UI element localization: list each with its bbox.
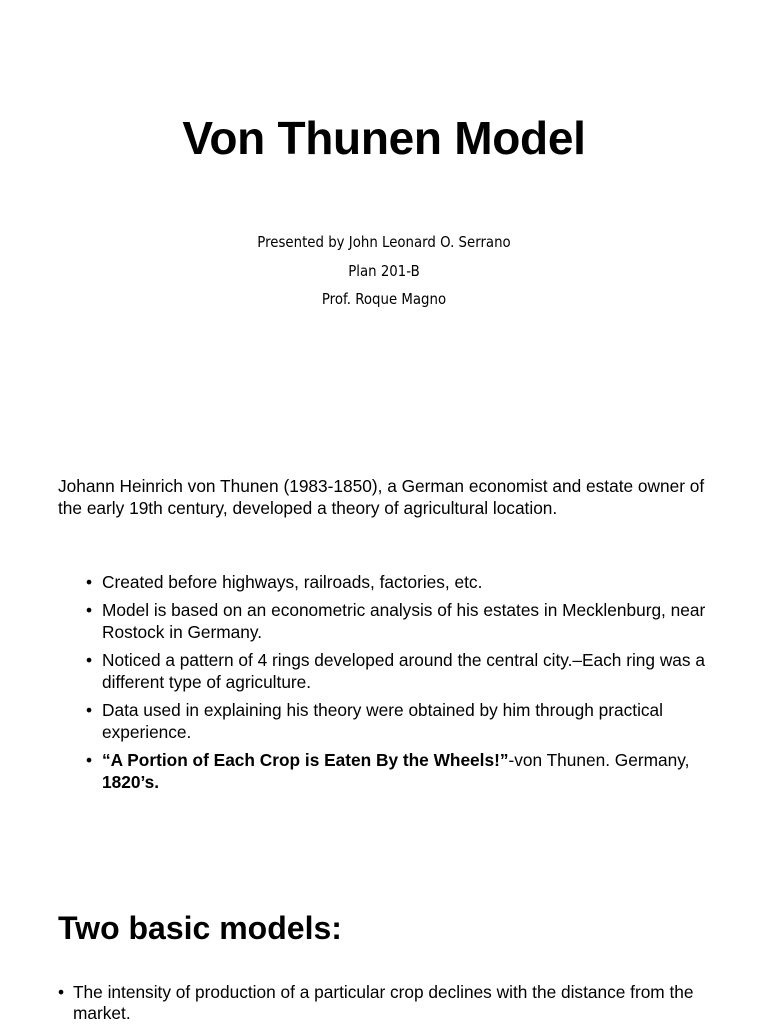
list-item-text: Data used in explaining his theory were obtained by him through practical experience. bbox=[102, 700, 664, 742]
quote-attribution: -von Thunen. Germany, bbox=[508, 750, 690, 770]
intro-paragraph: Johann Heinrich von Thunen (1983-1850), a German economist and estate owner of the early 19th century, developed a theory of agricultural location. bbox=[58, 476, 705, 518]
bullet-icon: • bbox=[86, 572, 93, 592]
quote-date: 1820’s bbox=[102, 772, 155, 792]
bullet-icon: • bbox=[86, 600, 93, 620]
fact-list bbox=[86, 571, 706, 793]
bullet-icon: • bbox=[86, 750, 93, 770]
document-title: Von Thunen Model bbox=[182, 112, 586, 164]
list-item-text: Noticed a pattern of 4 rings developed around the central city.–Each ring was a different type of agriculture. bbox=[102, 650, 705, 692]
byline bbox=[54, 228, 714, 314]
section-heading: Two basic models: bbox=[58, 910, 342, 946]
models-list bbox=[58, 982, 718, 1024]
course-line: Plan 201-B bbox=[348, 261, 420, 280]
professor-line: Prof. Roque Magno bbox=[321, 290, 447, 308]
list-item-text: Created before highways, railroads, factories, etc. bbox=[102, 572, 483, 592]
presenter-line: Presented by John Leonard O. Serrano bbox=[257, 233, 511, 251]
bullet-icon: • bbox=[58, 982, 65, 1002]
list-item bbox=[86, 599, 706, 643]
bullet-icon: • bbox=[86, 700, 93, 720]
quote-item bbox=[86, 749, 706, 793]
list-item bbox=[86, 649, 706, 693]
list-item bbox=[86, 699, 706, 743]
list-item-text: The intensity of production of a particular crop declines with the distance from the market. bbox=[73, 982, 694, 1023]
bullet-icon: • bbox=[86, 650, 93, 670]
quote-end: . bbox=[154, 772, 160, 792]
quote-text: “A Portion of Each Crop is Eaten By the Wheels!” bbox=[102, 750, 509, 770]
list-item bbox=[86, 571, 706, 593]
list-item bbox=[58, 982, 718, 1024]
list-item-text: Model is based on an econometric analysis of his estates in Mecklenburg, near Rostock in Germany. bbox=[102, 600, 706, 642]
